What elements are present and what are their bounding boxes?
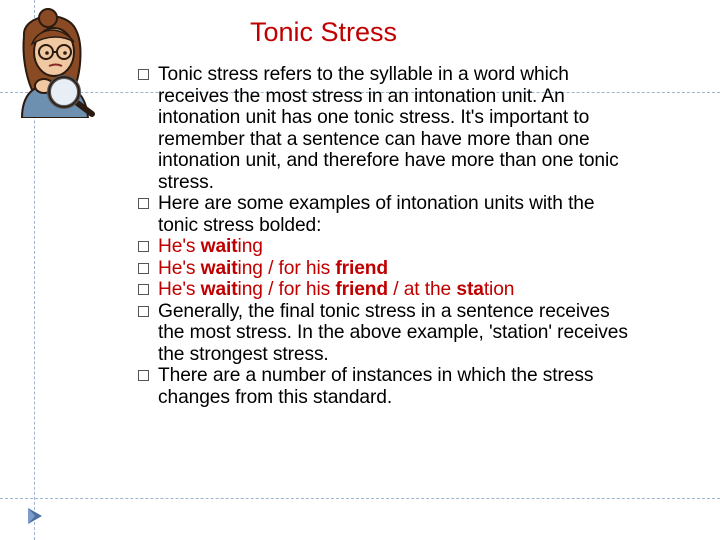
- example-segment: ing / for his: [237, 279, 336, 300]
- guide-line-bottom: [0, 498, 720, 499]
- box-bullet-icon: [138, 263, 149, 274]
- bullet-item: [138, 365, 638, 408]
- box-bullet-icon: [138, 241, 149, 252]
- tonic-syllable: wait: [200, 279, 238, 300]
- tonic-syllable: friend: [335, 257, 389, 279]
- tonic-syllable: wait: [200, 257, 238, 279]
- bullet-text: Tonic stress refers to the syllable in a word which receives the most stress in an intonation unit. An intonation unit has one tonic stress. It's important to remember that a sentence can have more than one intonation unit, and therefore have more than one tonic stress.: [158, 64, 619, 193]
- bullet-list: [138, 64, 638, 408]
- example-segment: ing: [237, 236, 263, 257]
- box-bullet-icon: [138, 306, 149, 317]
- bullet-item: [138, 64, 638, 193]
- example-segment: / at the: [388, 279, 457, 300]
- example-item: [138, 236, 638, 258]
- bullet-text: Generally, the final tonic stress in a sentence receives the most stress. In the above example, 'station' receives the strongest stress.: [158, 300, 628, 365]
- bullet-text: There are a number of instances in which the stress changes from this standard.: [158, 365, 594, 408]
- example-item: [138, 258, 638, 280]
- bullet-item: [138, 193, 638, 236]
- example-segment: He's: [158, 279, 201, 300]
- tonic-syllable: wait: [200, 236, 238, 257]
- tonic-syllable: friend: [335, 279, 389, 300]
- bullet-item: [138, 301, 638, 366]
- slide-title: Tonic Stress: [250, 17, 398, 47]
- example-segment: tion: [483, 279, 515, 300]
- box-bullet-icon: [138, 370, 149, 381]
- example-item: [138, 279, 638, 301]
- bullet-text: Here are some examples of intonation units with the tonic stress bolded:: [158, 193, 595, 236]
- example-segment: He's: [158, 236, 201, 257]
- box-bullet-icon: [138, 69, 149, 80]
- box-bullet-icon: [138, 284, 149, 295]
- tonic-syllable: sta: [456, 279, 484, 300]
- example-segment: He's: [158, 257, 201, 279]
- avatar-magnifying-glass-icon: [4, 6, 114, 118]
- navigation-arrow-icon[interactable]: [26, 506, 44, 526]
- box-bullet-icon: [138, 198, 149, 209]
- example-segment: ing / for his: [237, 257, 336, 279]
